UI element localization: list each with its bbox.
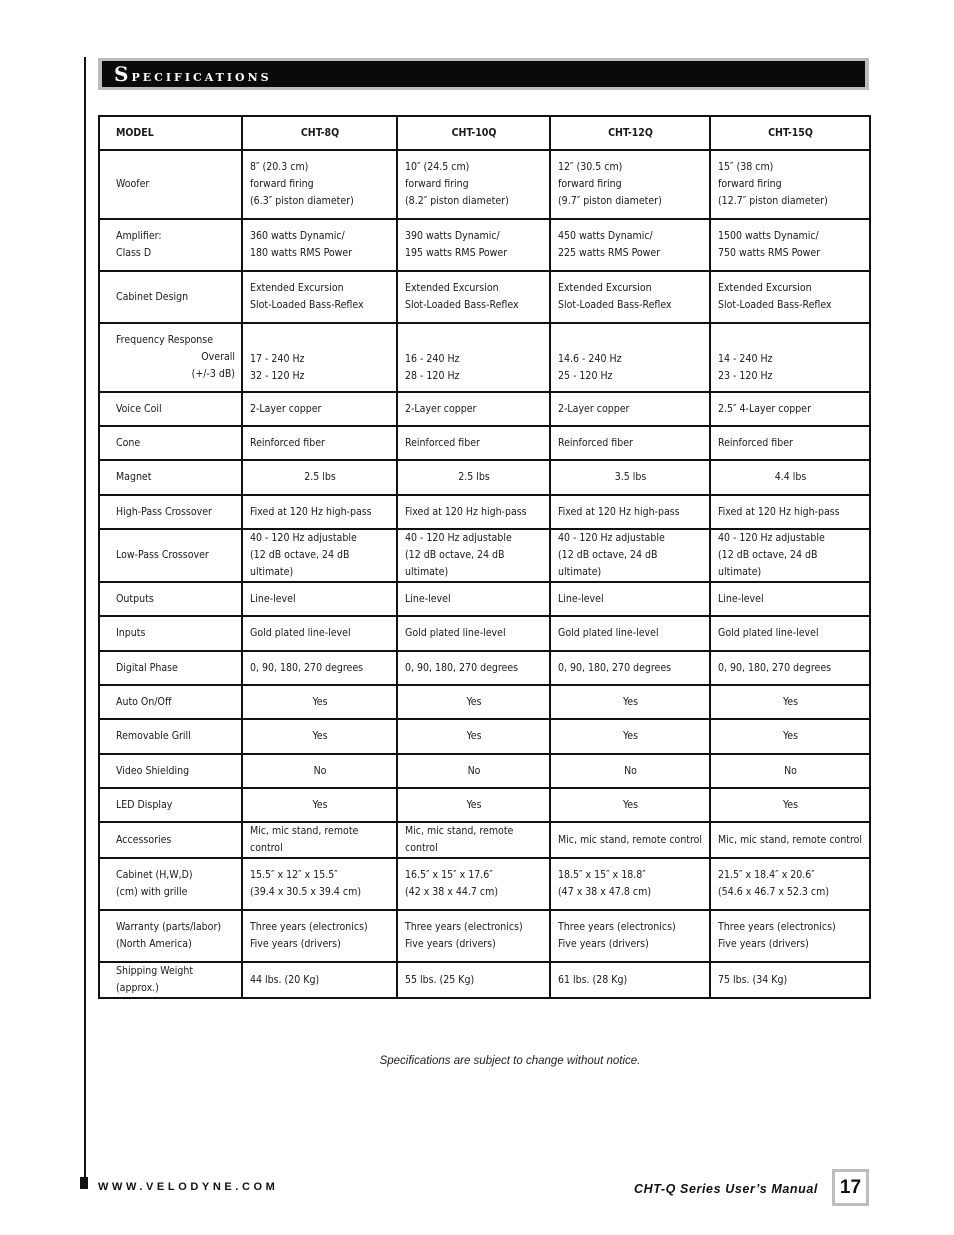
cell-line: Fixed at 120 Hz high-pass: [558, 505, 680, 518]
cell-line: Extended Excursion: [718, 282, 812, 294]
cell-line: Reinforced fiber: [718, 436, 793, 449]
left-margin-marker: [80, 1177, 88, 1189]
website-url: WWW.VELODYNE.COM: [98, 1181, 279, 1193]
cell-line: Yes: [466, 798, 482, 811]
table-row: [99, 271, 870, 323]
cell-line: 360 watts Dynamic/: [250, 230, 345, 242]
table-cell: [242, 858, 397, 910]
row-label-line: Inputs: [116, 627, 146, 639]
cell-line: 2-Layer copper: [405, 402, 477, 415]
cell-line: 25 - 120 Hz: [558, 370, 613, 382]
table-cell: [710, 788, 870, 822]
row-label-line: (North America): [116, 938, 192, 950]
footnote: Specifications are subject to change without notice.: [379, 1055, 641, 1067]
table-cell: [550, 910, 710, 962]
table-cell: [550, 582, 710, 616]
cell-line: 2.5 lbs: [458, 471, 490, 483]
cell-line: Line-level: [405, 592, 451, 605]
table-row: [99, 460, 870, 495]
cell-line: No: [467, 764, 481, 777]
table-row: [99, 962, 870, 998]
table-cell: [710, 962, 870, 998]
table-cell: [710, 495, 870, 529]
page-number: 17: [835, 1172, 866, 1203]
table-cell: [710, 719, 870, 754]
row-label-line: Woofer: [116, 178, 150, 190]
cell-line: 40 - 120 Hz adjustable: [718, 532, 825, 544]
cell-line: Slot-Loaded Bass-Reflex: [405, 299, 519, 311]
cell-line: Line-level: [558, 592, 604, 605]
table-cell: [550, 754, 710, 788]
cell-line: Mic, mic stand, remote control: [718, 833, 863, 846]
table-cell: [550, 392, 710, 426]
table-cell: [710, 323, 870, 392]
row-label: [99, 822, 242, 858]
table-row: [99, 616, 870, 651]
table-cell: [397, 392, 550, 426]
cell-line: Line-level: [718, 592, 764, 605]
cell-line: No: [313, 764, 327, 777]
cell-line: 15.5″ x 12″ x 15.5″: [250, 869, 338, 881]
cell-line: forward firing: [558, 178, 622, 190]
cell-line: 3.5 lbs: [614, 471, 647, 483]
row-label: [99, 150, 242, 219]
row-label-line: Cone: [116, 436, 141, 449]
cell-line: Slot-Loaded Bass-Reflex: [718, 299, 832, 311]
cell-line: 23 - 120 Hz: [718, 370, 773, 382]
row-label-line: Class D: [116, 247, 152, 259]
table-cell: [397, 910, 550, 962]
row-label-line: Amplifier:: [116, 230, 162, 242]
table-cell: [242, 529, 397, 582]
table-cell: [710, 616, 870, 651]
table-cell: [242, 392, 397, 426]
table-cell: [550, 651, 710, 685]
table-cell: [242, 150, 397, 219]
cell-line: Yes: [466, 695, 482, 708]
table-cell: [397, 962, 550, 998]
cell-line: 18.5″ x 15″ x 18.8″: [558, 869, 646, 881]
table-cell: [550, 460, 710, 495]
table-cell: [710, 754, 870, 788]
cell-line: 17 - 240 Hz: [250, 353, 305, 365]
cell-line: 12″ (30.5 cm): [558, 161, 623, 173]
row-label: [99, 323, 242, 392]
cell-line: (8.2″ piston diameter): [405, 195, 509, 207]
cell-line: 40 - 120 Hz adjustable: [250, 532, 357, 544]
cell-line: Fixed at 120 Hz high-pass: [718, 505, 840, 518]
cell-line: Fixed at 120 Hz high-pass: [405, 505, 527, 518]
table-row: [99, 323, 870, 392]
cell-line: 0, 90, 180, 270 degrees: [558, 661, 672, 674]
cell-line: Yes: [466, 730, 482, 742]
cell-line: (12 dB octave, 24 dB ultimate): [250, 549, 350, 578]
cell-line: 44 lbs. (20 Kg): [250, 973, 320, 986]
cell-line: 2.5″ 4-Layer copper: [718, 402, 811, 415]
table-row: [99, 719, 870, 754]
manual-title: CHT-Q Series User’s Manual: [634, 1182, 818, 1196]
table-cell: [242, 754, 397, 788]
cell-line: 28 - 120 Hz: [405, 370, 460, 382]
table-cell: [550, 685, 710, 719]
column-header: CHT-8Q: [242, 116, 397, 150]
table-row: [99, 651, 870, 685]
table-row: [99, 495, 870, 529]
table-row: [99, 219, 870, 271]
table-row: [99, 858, 870, 910]
table-row: [99, 754, 870, 788]
cell-line: Gold plated line-level: [405, 627, 506, 639]
cell-line: No: [624, 764, 637, 777]
cell-line: 61 lbs. (28 Kg): [558, 973, 628, 986]
cell-line: Five years (drivers): [718, 938, 809, 950]
table-cell: [242, 719, 397, 754]
row-label-line: Auto On/Off: [116, 695, 172, 708]
cell-line: 40 - 120 Hz adjustable: [405, 532, 512, 544]
cell-line: 0, 90, 180, 270 degrees: [405, 661, 519, 674]
cell-line: 8″ (20.3 cm): [250, 161, 309, 173]
row-label-line: Frequency Response: [116, 334, 214, 346]
column-header: CHT-15Q: [710, 116, 870, 150]
cell-line: (54.6 x 46.7 x 52.3 cm): [718, 886, 830, 898]
table-row: [99, 426, 870, 460]
cell-line: 40 - 120 Hz adjustable: [558, 532, 665, 544]
table-cell: [710, 651, 870, 685]
row-label-line: Cabinet Design: [116, 290, 189, 303]
cell-line: 16.5″ x 15″ x 17.6″: [405, 869, 493, 881]
cell-line: Yes: [622, 798, 639, 811]
table-cell: [242, 651, 397, 685]
table-body: [99, 150, 870, 998]
cell-line: (42 x 38 x 44.7 cm): [405, 886, 499, 898]
table-cell: [242, 822, 397, 858]
row-label-line: Warranty (parts/labor): [116, 921, 222, 933]
row-label: [99, 962, 242, 998]
cell-line: Extended Excursion: [250, 282, 344, 294]
cell-line: 32 - 120 Hz: [250, 370, 305, 382]
cell-line: Reinforced fiber: [558, 436, 633, 449]
specifications-table: [98, 115, 871, 999]
table-cell: [710, 822, 870, 858]
cell-line: Yes: [312, 798, 328, 811]
row-label: [99, 616, 242, 651]
row-label: [99, 910, 242, 962]
table-cell: [242, 323, 397, 392]
row-sub-label: Overall: [201, 351, 235, 363]
table-cell: [242, 460, 397, 495]
section-title-inner: [102, 61, 865, 87]
cell-line: Yes: [782, 730, 799, 742]
table-cell: [242, 426, 397, 460]
table-cell: [710, 529, 870, 582]
page-number-box: [832, 1169, 869, 1206]
table-cell: [242, 582, 397, 616]
table-cell: [397, 719, 550, 754]
cell-line: (12 dB octave, 24 dB ultimate): [405, 549, 505, 578]
row-label-line: Magnet: [116, 471, 152, 483]
table-cell: [710, 150, 870, 219]
cell-line: Yes: [782, 695, 799, 708]
table-cell: [550, 495, 710, 529]
cell-line: 14 - 240 Hz: [718, 353, 773, 365]
row-label-line: Removable Grill: [116, 730, 191, 742]
cell-line: Fixed at 120 Hz high-pass: [250, 505, 372, 518]
row-label-line: Outputs: [116, 592, 154, 605]
table-cell: [550, 788, 710, 822]
table-cell: [710, 426, 870, 460]
cell-line: 55 lbs. (25 Kg): [405, 973, 475, 986]
cell-line: Mic, mic stand, remote control: [558, 833, 703, 846]
row-label-line: (cm) with grille: [116, 886, 188, 898]
table-cell: [397, 271, 550, 323]
table-cell: [397, 460, 550, 495]
cell-line: 16 - 240 Hz: [405, 353, 460, 365]
table-row: [99, 910, 870, 962]
cell-line: Three years (electronics): [250, 921, 368, 933]
cell-line: forward firing: [718, 178, 782, 190]
row-label: [99, 719, 242, 754]
table-cell: [550, 150, 710, 219]
table-row: [99, 529, 870, 582]
table-header-row: [99, 116, 870, 150]
cell-line: Yes: [622, 730, 639, 742]
column-header: MODEL: [99, 116, 242, 150]
row-label: [99, 426, 242, 460]
cell-line: (12 dB octave, 24 dB ultimate): [718, 549, 818, 578]
table-cell: [242, 219, 397, 271]
row-label-line: Digital Phase: [116, 661, 178, 674]
table-cell: [550, 529, 710, 582]
table-cell: [397, 150, 550, 219]
row-label-line: Video Shielding: [116, 764, 190, 777]
row-label: [99, 858, 242, 910]
table-row: [99, 582, 870, 616]
table-cell: [550, 323, 710, 392]
table-cell: [242, 962, 397, 998]
cell-line: (39.4 x 30.5 x 39.4 cm): [250, 886, 362, 898]
row-label: [99, 495, 242, 529]
cell-line: 2-Layer copper: [558, 402, 630, 415]
table-cell: [550, 219, 710, 271]
left-margin-rule: [84, 57, 86, 1177]
table-cell: [397, 495, 550, 529]
cell-line: Reinforced fiber: [405, 436, 480, 449]
cell-line: 21.5″ x 18.4″ x 20.6″: [718, 869, 815, 881]
cell-line: Gold plated line-level: [250, 627, 351, 639]
cell-line: 2-Layer copper: [250, 402, 322, 415]
table-cell: [550, 271, 710, 323]
table-cell: [397, 582, 550, 616]
row-label-line: LED Display: [116, 798, 173, 811]
row-label-line: Low-Pass Crossover: [116, 549, 209, 561]
cell-line: Yes: [622, 695, 639, 708]
table-cell: [550, 962, 710, 998]
cell-line: Five years (drivers): [558, 938, 649, 950]
cell-line: (6.3″ piston diameter): [250, 195, 354, 207]
cell-line: Line-level: [250, 592, 296, 605]
table-cell: [710, 271, 870, 323]
section-title: Specifications: [114, 62, 272, 86]
table-cell: [550, 426, 710, 460]
row-label: [99, 392, 242, 426]
table-cell: [242, 685, 397, 719]
cell-line: Three years (electronics): [405, 921, 523, 933]
cell-line: Yes: [782, 798, 799, 811]
cell-line: (12.7″ piston diameter): [718, 195, 828, 207]
cell-line: Five years (drivers): [250, 938, 341, 950]
cell-line: 4.4 lbs: [774, 471, 807, 483]
row-label: [99, 685, 242, 719]
cell-line: Yes: [312, 695, 328, 708]
cell-line: forward firing: [405, 178, 469, 190]
row-label-line: Voice Coil: [116, 402, 162, 415]
table-cell: [710, 219, 870, 271]
table-cell: [710, 685, 870, 719]
cell-line: 10″ (24.5 cm): [405, 161, 470, 173]
table-cell: [397, 323, 550, 392]
column-header: CHT-12Q: [550, 116, 710, 150]
table-row: [99, 685, 870, 719]
cell-line: Extended Excursion: [405, 282, 499, 294]
table-cell: [710, 392, 870, 426]
row-label-line: Cabinet (H,W,D): [116, 869, 193, 881]
cell-line: No: [784, 764, 797, 777]
row-label: [99, 651, 242, 685]
row-label-line: High-Pass Crossover: [116, 505, 212, 518]
row-label: [99, 582, 242, 616]
row-label: [99, 788, 242, 822]
table-cell: [550, 858, 710, 910]
table-row: [99, 788, 870, 822]
table-cell: [397, 788, 550, 822]
table-cell: [242, 271, 397, 323]
cell-line: 225 watts RMS Power: [558, 247, 661, 259]
table-cell: [397, 822, 550, 858]
row-sub-label: (+/-3 dB): [191, 368, 235, 380]
table-row: [99, 150, 870, 219]
cell-line: Three years (electronics): [558, 921, 676, 933]
row-label-line: Shipping Weight (approx.): [116, 965, 194, 994]
table-cell: [242, 788, 397, 822]
cell-line: Slot-Loaded Bass-Reflex: [250, 299, 364, 311]
cell-line: 2.5 lbs: [304, 471, 336, 483]
cell-line: (12 dB octave, 24 dB ultimate): [558, 549, 658, 578]
cell-line: 1500 watts Dynamic/: [718, 230, 819, 242]
table-cell: [397, 426, 550, 460]
cell-line: Mic, mic stand, remote control: [250, 825, 359, 854]
table-row: [99, 392, 870, 426]
row-label: [99, 529, 242, 582]
table-cell: [397, 529, 550, 582]
table-cell: [397, 754, 550, 788]
row-label-line: Accessories: [116, 833, 172, 846]
cell-line: 450 watts Dynamic/: [558, 230, 653, 242]
row-label: [99, 754, 242, 788]
row-label: [99, 271, 242, 323]
table-cell: [242, 495, 397, 529]
column-header: CHT-10Q: [397, 116, 550, 150]
table-cell: [397, 858, 550, 910]
cell-line: 0, 90, 180, 270 degrees: [250, 661, 364, 674]
cell-line: Gold plated line-level: [558, 627, 659, 639]
table-row: [99, 822, 870, 858]
cell-line: 195 watts RMS Power: [405, 247, 508, 259]
table-cell: [710, 460, 870, 495]
table-cell: [710, 910, 870, 962]
table-cell: [710, 582, 870, 616]
cell-line: 390 watts Dynamic/: [405, 230, 500, 242]
cell-line: 0, 90, 180, 270 degrees: [718, 661, 832, 674]
table-cell: [397, 616, 550, 651]
cell-line: Yes: [312, 730, 328, 742]
cell-line: Mic, mic stand, remote control: [405, 825, 514, 854]
cell-line: Reinforced fiber: [250, 436, 325, 449]
cell-line: 180 watts RMS Power: [250, 247, 353, 259]
cell-line: Slot-Loaded Bass-Reflex: [558, 299, 672, 311]
table-cell: [397, 651, 550, 685]
cell-line: 15″ (38 cm): [718, 161, 774, 173]
section-title-bar: [98, 58, 869, 90]
cell-line: Three years (electronics): [718, 921, 836, 933]
cell-line: forward firing: [250, 178, 314, 190]
cell-line: (9.7″ piston diameter): [558, 195, 662, 207]
cell-line: 75 lbs. (34 Kg): [718, 973, 788, 986]
cell-line: 14.6 - 240 Hz: [558, 353, 622, 365]
table-cell: [550, 719, 710, 754]
table-cell: [710, 858, 870, 910]
table-cell: [550, 822, 710, 858]
cell-line: Gold plated line-level: [718, 627, 819, 639]
table-cell: [397, 685, 550, 719]
table-cell: [397, 219, 550, 271]
row-label: [99, 460, 242, 495]
cell-line: Extended Excursion: [558, 282, 652, 294]
table-cell: [242, 910, 397, 962]
cell-line: Five years (drivers): [405, 938, 496, 950]
table-cell: [242, 616, 397, 651]
cell-line: 750 watts RMS Power: [718, 247, 821, 259]
row-label: [99, 219, 242, 271]
table-cell: [550, 616, 710, 651]
cell-line: (47 x 38 x 47.8 cm): [558, 886, 652, 898]
